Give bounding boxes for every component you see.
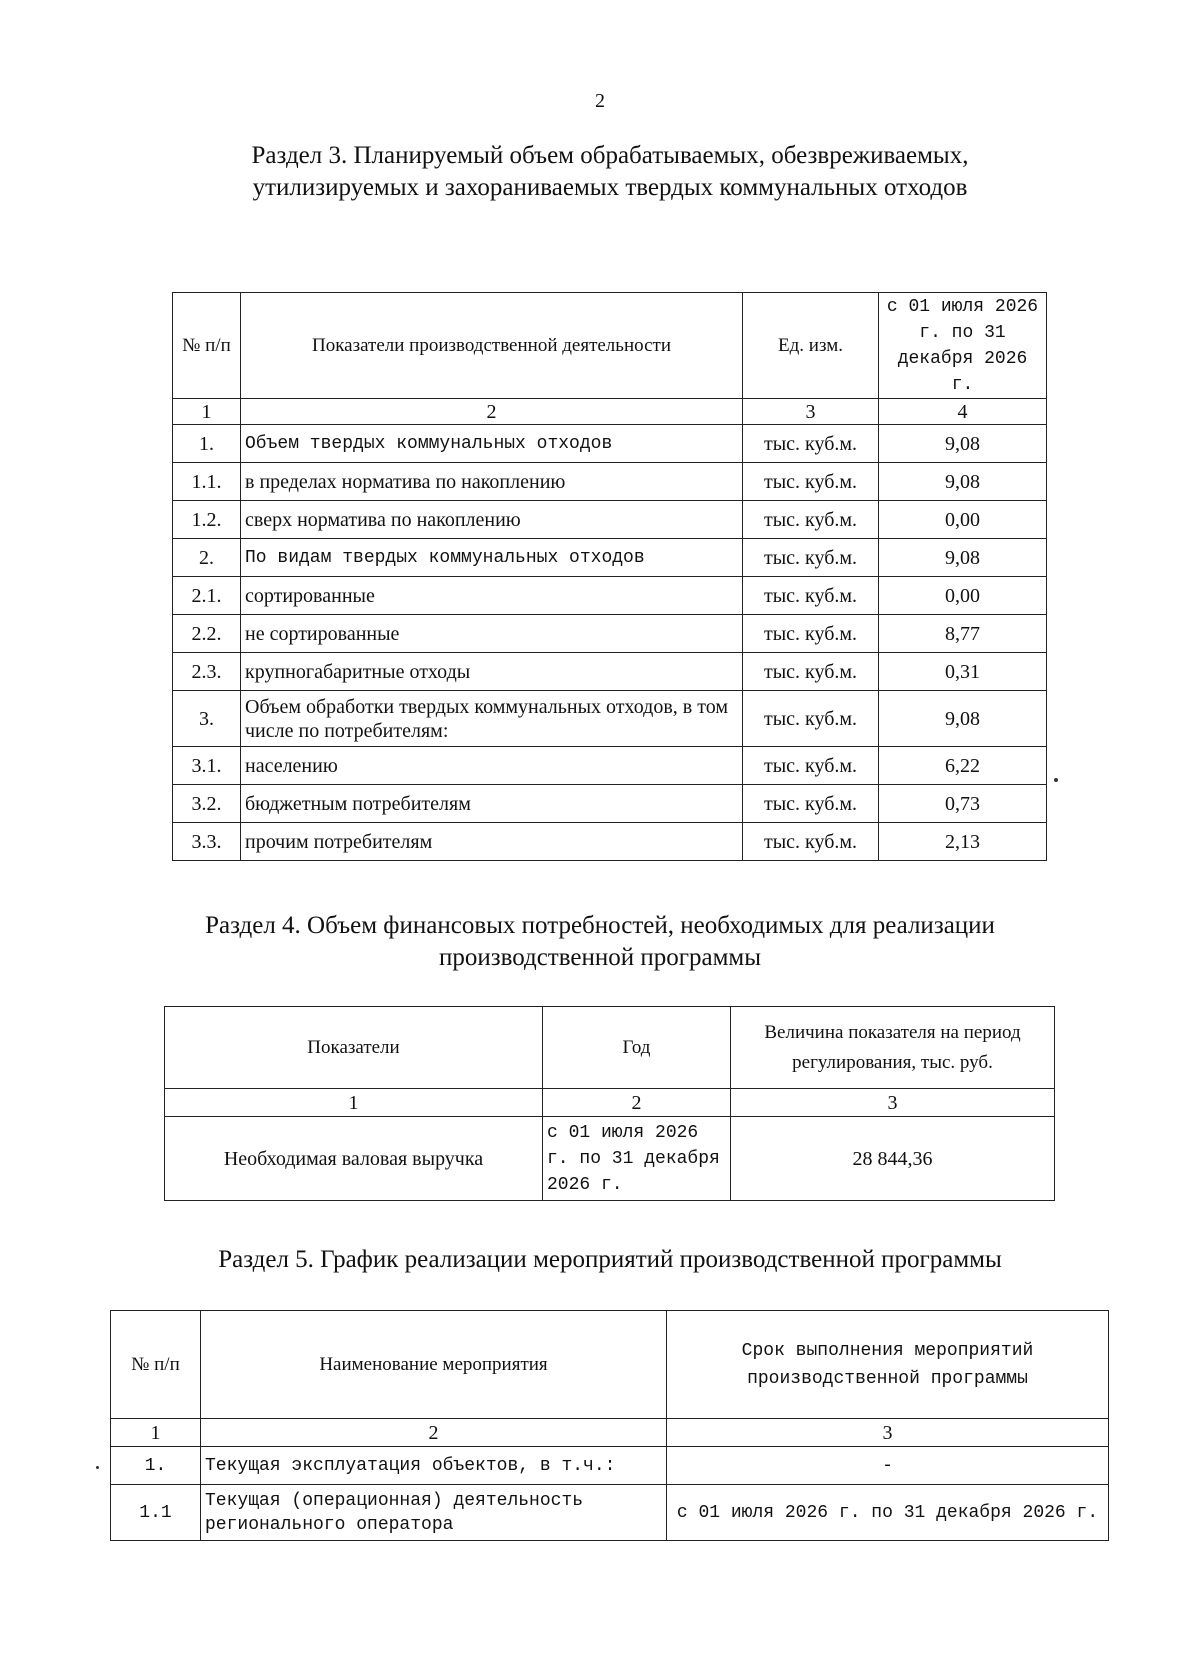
row-num: 2.1. [173,577,241,615]
table-row [173,615,1047,653]
col-number: 2 [543,1089,731,1117]
row-name: крупногабаритные отходы [241,653,743,691]
row-num: 3.1. [173,747,241,785]
section-3-title-line-2: утилизируемых и захораниваемых твердых коммунальных отходов [252,174,968,201]
row-value: 9,08 [879,463,1047,501]
section-4-table [164,1006,1055,1201]
row-value: 0,00 [879,577,1047,615]
row-value: 0,73 [879,785,1047,823]
row-year: с 01 июля 2026 г. по 31 декабря 2026 г. [543,1117,731,1201]
col-number: 2 [241,399,743,425]
row-name: Текущая эксплуатация объектов, в т.ч.: [201,1447,667,1485]
row-name: сортированные [241,577,743,615]
row-name: По видам твердых коммунальных отходов [241,539,743,577]
scan-speck [96,1466,99,1469]
header-indicator: Показатели производственной деятельности [241,293,743,399]
table-row [173,463,1047,501]
row-unit: тыс. куб.м. [743,691,879,747]
row-num: 1.2. [173,501,241,539]
row-name: не сортированные [241,615,743,653]
row-unit: тыс. куб.м. [743,747,879,785]
col-number: 3 [743,399,879,425]
row-deadline: с 01 июля 2026 г. по 31 декабря 2026 г. [667,1485,1109,1541]
row-value: 28 844,36 [731,1117,1055,1201]
table-header-row [111,1311,1109,1419]
column-number-row [173,399,1047,425]
row-unit: тыс. куб.м. [743,501,879,539]
header-period: с 01 июля 2026 г. по 31 декабря 2026 г. [879,293,1047,399]
row-name: Объем обработки твердых коммунальных отходов, в том числе по потребителям: [241,691,743,747]
row-name: сверх норматива по накоплению [241,501,743,539]
table-row [111,1485,1109,1541]
header-num: № п/п [111,1311,201,1419]
row-num: 2.3. [173,653,241,691]
row-name: населению [241,747,743,785]
header-unit: Ед. изм. [743,293,879,399]
table-row [173,539,1047,577]
section-3-table [172,292,1047,861]
row-num: 3.3. [173,823,241,861]
table-row [173,501,1047,539]
row-num: 1. [111,1447,201,1485]
row-num: 2. [173,539,241,577]
row-value: 0,31 [879,653,1047,691]
table-header-row [173,293,1047,399]
header-num: № п/п [173,293,241,399]
table-row [111,1447,1109,1485]
row-unit: тыс. куб.м. [743,463,879,501]
header-name: Наименование мероприятия [201,1311,667,1419]
col-number: 1 [165,1089,543,1117]
row-name: прочим потребителям [241,823,743,861]
table-row [173,653,1047,691]
row-name: в пределах норматива по накоплению [241,463,743,501]
col-number: 1 [111,1419,201,1447]
row-name: Текущая (операционная) деятельность регионального оператора [201,1485,667,1541]
table-row [173,577,1047,615]
row-unit: тыс. куб.м. [743,653,879,691]
table-row [173,691,1047,747]
header-indicators: Показатели [165,1007,543,1089]
section-4-title-line-2: производственной программы [438,944,762,971]
section-3-title-line-1: Раздел 3. Планируемый объем обрабатываемых, обезвреживаемых, [251,142,969,169]
row-num: 3. [173,691,241,747]
row-value: 9,08 [879,539,1047,577]
table-row [173,823,1047,861]
row-value: 2,13 [879,823,1047,861]
row-unit: тыс. куб.м. [743,785,879,823]
section-4-title-line-1: Раздел 4. Объем финансовых потребностей, необходимых для реализации [205,912,995,939]
col-number: 4 [879,399,1047,425]
header-value: Величина показателя на период регулирования, тыс. руб. [731,1007,1055,1089]
row-unit: тыс. куб.м. [743,577,879,615]
col-number: 3 [667,1419,1109,1447]
row-num: 3.2. [173,785,241,823]
table-row [173,785,1047,823]
table-row [165,1117,1055,1201]
column-number-row [111,1419,1109,1447]
section-3-title [0,140,1200,204]
row-value: 9,08 [879,691,1047,747]
row-num: 2.2. [173,615,241,653]
row-value: 0,00 [879,501,1047,539]
header-deadline: Срок выполнения мероприятий производственной программы [667,1311,1109,1419]
row-unit: тыс. куб.м. [743,425,879,463]
col-number: 3 [731,1089,1055,1117]
row-num: 1.1. [173,463,241,501]
row-name: Необходимая валовая выручка [165,1117,543,1201]
row-unit: тыс. куб.м. [743,823,879,861]
row-deadline: - [667,1447,1109,1485]
row-name: бюджетным потребителям [241,785,743,823]
table-row [173,747,1047,785]
row-num: 1. [173,425,241,463]
row-num: 1.1 [111,1485,201,1541]
col-number: 1 [173,399,241,425]
row-name: Объем твердых коммунальных отходов [241,425,743,463]
row-value: 8,77 [879,615,1047,653]
scan-speck [1054,778,1058,782]
section-5-title: Раздел 5. График реализации мероприятий производственной программы [218,1246,1002,1273]
section-4-title [0,910,1200,974]
row-value: 6,22 [879,747,1047,785]
table-header-row [165,1007,1055,1089]
col-number: 2 [201,1419,667,1447]
row-value: 9,08 [879,425,1047,463]
row-unit: тыс. куб.м. [743,539,879,577]
column-number-row [165,1089,1055,1117]
table-row [173,425,1047,463]
header-year: Год [543,1007,731,1089]
row-unit: тыс. куб.м. [743,615,879,653]
section-5-table [110,1310,1109,1541]
page-number: 2 [595,90,605,112]
